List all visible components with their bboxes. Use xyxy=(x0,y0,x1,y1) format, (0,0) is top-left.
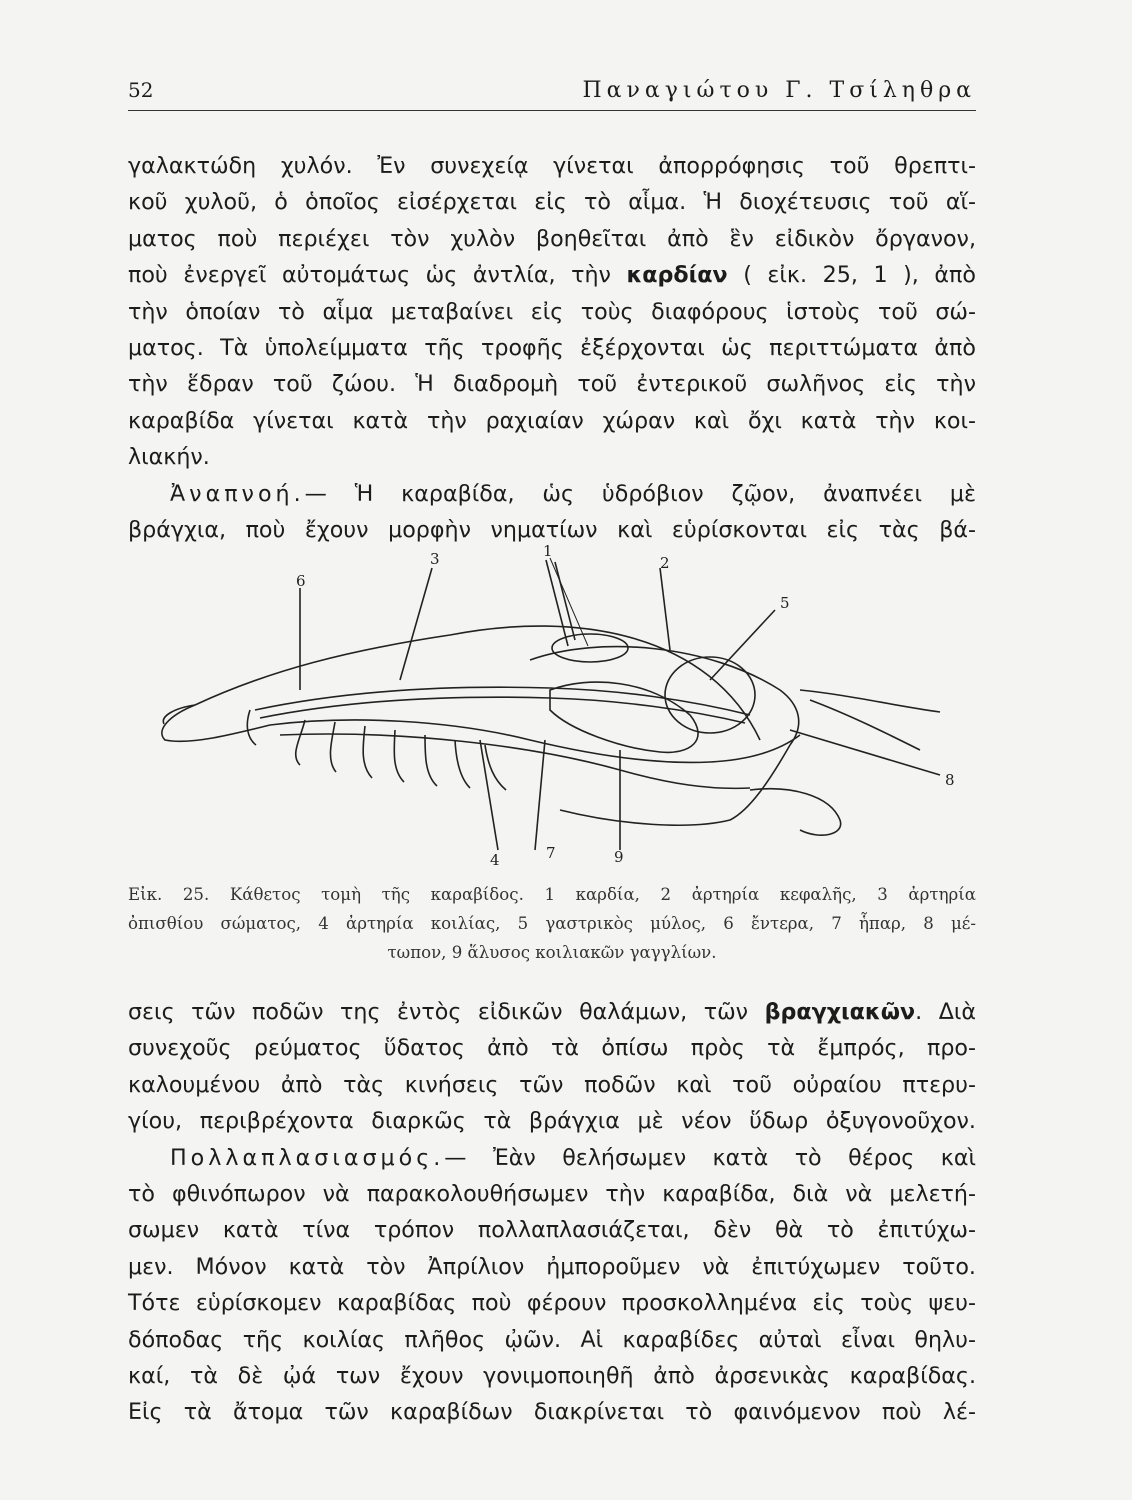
crayfish-section-figure xyxy=(150,540,980,870)
text-line: συνεχοῦς ρεύματος ὕδατος ἀπὸ τὰ ὀπίσω πρὸς τὰ ἔμπρός, προ- xyxy=(128,1035,976,1062)
text-line: κοῦ χυλοῦ, ὁ ὁποῖος εἰσέρχεται εἰς τὸ αἷμα. Ἡ διοχέτευσις τοῦ αἵ- xyxy=(128,189,976,216)
figure-label: 1 xyxy=(543,542,553,560)
bold-term-gill: βραγχιακῶν xyxy=(764,999,916,1025)
section-heading-respiration: Ἀναπνοή. xyxy=(170,480,305,507)
text-line: σωμεν κατὰ τίνα τρόπον πολλαπλασιάζεται, δὲν θὰ τὸ ἐπιτύχω- xyxy=(128,1217,976,1244)
page-number: 52 xyxy=(128,78,154,102)
text-line: καί, τὰ δὲ ᾠά των ἔχουν γονιμοποιηθῆ ἀπὸ ἀρσενικὰς καραβίδας. xyxy=(128,1362,976,1389)
text-line: τὴν ἕδραν τοῦ ζώου. Ἡ διαδρομὴ τοῦ ἐντερικοῦ σωλῆνος εἰς τὴν xyxy=(128,371,976,398)
text-run: σεις τῶν ποδῶν της ἐντὸς εἰδικῶν θαλάμων, τῶν xyxy=(128,999,765,1025)
figure-label: 7 xyxy=(546,844,556,862)
text-run: ( εἰκ. 25, 1 ), ἀπὸ xyxy=(727,262,976,289)
text-line: λιακήν. xyxy=(128,444,210,471)
bold-term-heart: καρδίαν xyxy=(626,262,728,289)
text-line: μεν. Μόνον κατὰ τὸν Ἀπρίλιον ἠμποροῦμεν νὰ ἐπιτύχωμεν τοῦτο. xyxy=(128,1253,976,1280)
figure-caption xyxy=(128,880,976,967)
text-line: καραβίδα γίνεται κατὰ τὴν ραχιαίαν χώραν καὶ ὄχι κατὰ τὴν κοι- xyxy=(128,407,976,434)
text-run: ποὺ ἐνεργεῖ αὐτομάτως ὡς ἀντλία, τὴν xyxy=(128,262,627,289)
figure-label: 9 xyxy=(614,848,624,866)
caption-line: ὀπισθίου σώματος, 4 ἀρτηρία κοιλίας, 5 γαστρικὸς μύλος, 6 ἔντερα, 7 ἧπαρ, 8 μέ- xyxy=(128,914,976,933)
text-line: τὴν ὁποίαν τὸ αἷμα μεταβαίνει εἰς τοὺς διαφόρους ἱστοὺς τοῦ σώ- xyxy=(128,298,976,325)
text-line: γίου, περιβρέχοντα διαρκῶς τὰ βράγχια μὲ νέον ὕδωρ ὀξυγονοῦχον. xyxy=(128,1108,976,1135)
text-line xyxy=(128,257,976,293)
text-line: ματος. Τὰ ὑπολείμματα τῆς τροφῆς ἐξέρχονται ὡς περιττώματα ἀπὸ xyxy=(128,334,976,361)
text-line: καλουμένου ἀπὸ τὰς κινήσεις τῶν ποδῶν καὶ τοῦ οὐραίου πτερυ- xyxy=(128,1071,976,1098)
text-line: Τότε εὑρίσκομεν καραβίδας ποὺ φέρουν προσκολλημένα εἰς τοὺς ψευ- xyxy=(128,1290,976,1317)
text-line xyxy=(128,994,976,1030)
caption-line: Εἰκ. 25. Κάθετος τομὴ τῆς καραβίδος. 1 καρδία, 2 ἀρτηρία κεφαλῆς, 3 ἀρτηρία xyxy=(128,885,976,904)
text-line: δόποδας τῆς κοιλίας πλῆθος ᾠῶν. Αἱ καραβίδες αὐταὶ εἶναι θηλυ- xyxy=(128,1326,976,1353)
body-text-bottom xyxy=(128,994,976,1431)
text-run: — Ἡ καραβίδα, ὡς ὑδρόβιον ζῷον, ἀναπνέει μὲ xyxy=(304,480,976,507)
figure-label: 4 xyxy=(490,851,500,869)
crayfish-diagram xyxy=(150,540,980,870)
figure-label: 2 xyxy=(660,554,670,572)
text-line xyxy=(128,476,976,512)
text-run: . Διὰ xyxy=(915,999,977,1025)
text-line: γαλακτώδη χυλόν. Ἐν συνεχείᾳ γίνεται ἀπορρόφησις τοῦ θρεπτι- xyxy=(128,153,976,179)
caption-line: τωπον, 9 ἅλυσος κοιλιακῶν γαγγλίων. xyxy=(387,943,717,962)
text-run: — Ἐὰν θελήσωμεν κατὰ τὸ θέρος καὶ xyxy=(444,1144,976,1171)
figure-label: 8 xyxy=(945,771,955,789)
text-line: ματος ποὺ περιέχει τὸν χυλὸν βοηθεῖται ἀπὸ ἓν εἰδικὸν ὄργανον, xyxy=(128,225,976,252)
body-text-top xyxy=(128,148,976,548)
text-line: Εἰς τὰ ἄτομα τῶν καραβίδων διακρίνεται τὸ φαινόμενον ποὺ λέ- xyxy=(128,1399,976,1426)
figure-label: 6 xyxy=(296,572,306,590)
text-line xyxy=(128,1140,976,1176)
figure-label: 3 xyxy=(430,550,440,568)
section-heading-reproduction: Πολλαπλασιασμός. xyxy=(170,1144,445,1171)
text-line: βράγχια, ποὺ ἔχουν μορφὴν νηματίων καὶ εὑρίσκονται εἰς τὰς βά- xyxy=(128,516,976,543)
running-head: Παναγιώτου Γ. Τσίληθρα xyxy=(582,78,976,103)
text-line: τὸ φθινόπωρον νὰ παρακολουθήσωμεν τὴν καραβίδα, διὰ νὰ μελετή- xyxy=(128,1180,976,1207)
page-header xyxy=(128,78,976,111)
figure-label: 5 xyxy=(780,594,790,612)
